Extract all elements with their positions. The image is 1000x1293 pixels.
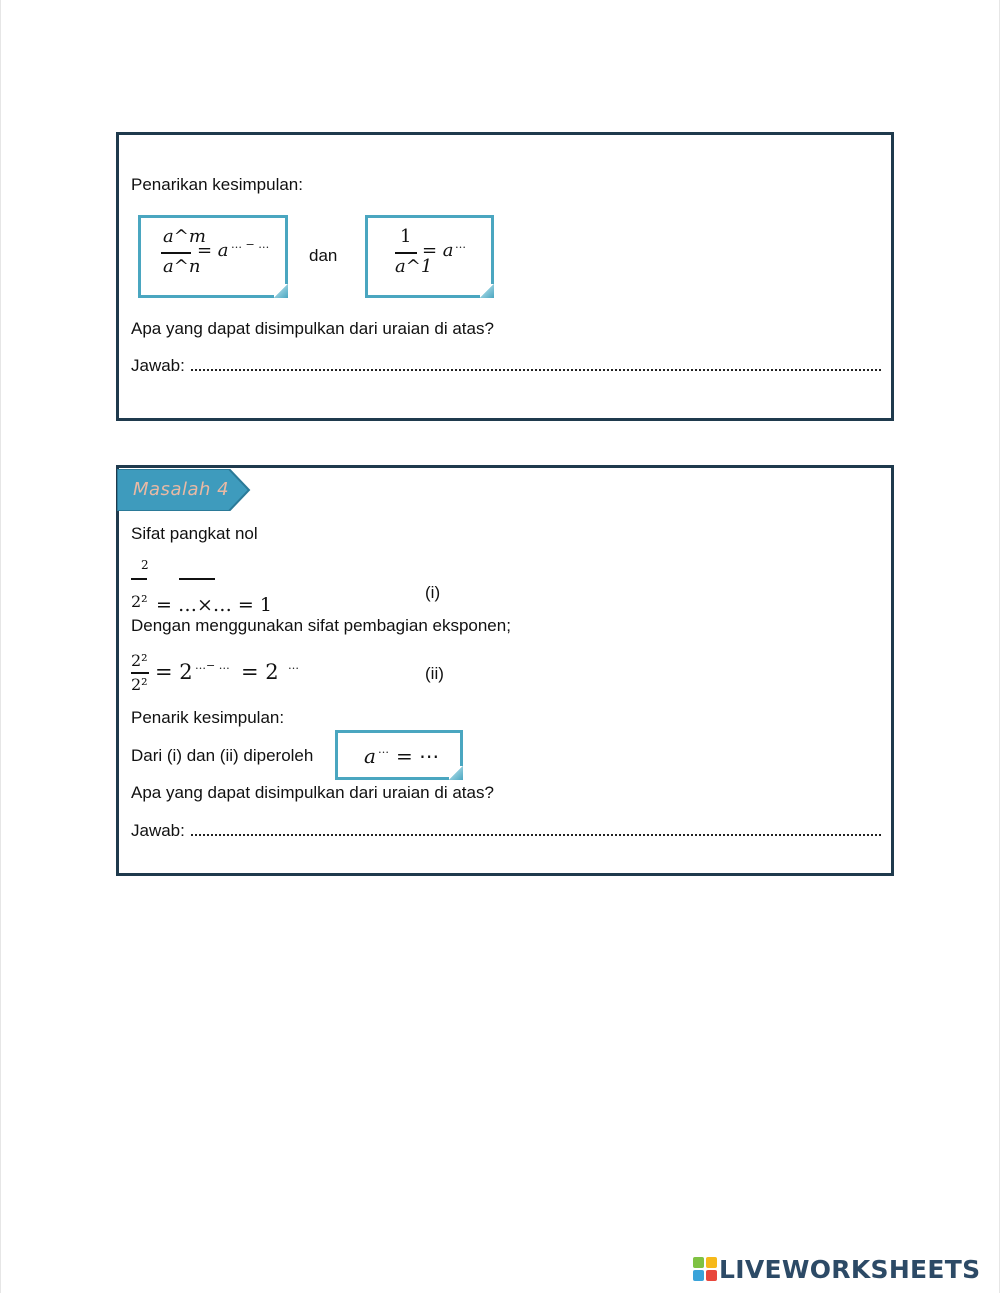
liveworksheets-logo[interactable] xyxy=(693,1254,980,1284)
panel1-heading: Penarikan kesimpulan: xyxy=(131,175,303,194)
formula-left-numerator: a^m xyxy=(163,226,206,247)
page-edge-left xyxy=(0,0,1,1293)
formula-box-quotient xyxy=(138,215,288,298)
result-exponent: … xyxy=(378,743,389,756)
eq2-expression: = 2 xyxy=(155,660,193,684)
result-base: a xyxy=(364,744,376,768)
formula-box-reciprocal xyxy=(365,215,494,298)
page-curl-icon xyxy=(274,284,288,298)
logo-tiles-icon xyxy=(693,1257,717,1281)
connector-dan: dan xyxy=(309,246,338,265)
panel2-answer-line[interactable] xyxy=(191,834,881,836)
eq2-exponent1: …− … xyxy=(195,659,230,672)
page-curl-icon xyxy=(449,766,463,780)
brand-name: LIVEWORKSHEETS xyxy=(719,1254,981,1284)
panel1-answer-line[interactable] xyxy=(191,369,881,371)
formula-right-exponent: … xyxy=(455,238,466,251)
formula-right-numerator: 1 xyxy=(400,226,412,247)
formula-left-denominator: a^n xyxy=(163,256,201,277)
formula-left-exponent: … − … xyxy=(231,238,270,251)
problem-tab-label: Masalah 4 xyxy=(133,479,230,500)
panel1-question: Apa yang dapat disimpulkan dari uraian di atas? xyxy=(131,319,494,338)
eq2-fraction-bar xyxy=(131,672,149,674)
eq1-small-numerator: 2 xyxy=(141,558,149,572)
eq1-expression: = …×… = 1 xyxy=(156,594,272,616)
formula-right-fraction-bar xyxy=(395,252,417,254)
panel2-heading: Sifat pangkat nol xyxy=(131,524,258,543)
problem-tab xyxy=(117,469,251,509)
eq1-fraction-bar-right xyxy=(179,578,215,580)
panel2-answer-label: Jawab: xyxy=(131,821,185,840)
eq2-denominator: 2² xyxy=(131,675,148,694)
eq2-tag: (ii) xyxy=(425,664,444,683)
eq1-fraction-bar-left xyxy=(131,578,147,580)
eq2-numerator: 2² xyxy=(131,651,148,670)
formula-left-result: = a xyxy=(197,240,229,261)
panel2-conclusion-heading: Penarik kesimpulan: xyxy=(131,708,285,727)
conclusion-panel-1 xyxy=(116,132,894,421)
formula-right-result: = a xyxy=(422,240,454,261)
panel2-question: Apa yang dapat disimpulkan dari uraian di atas? xyxy=(131,783,494,802)
formula-right-denominator: a^1 xyxy=(395,256,433,277)
page-curl-icon xyxy=(480,284,494,298)
derived-label: Dari (i) dan (ii) diperoleh xyxy=(131,746,314,765)
eq1-tag: (i) xyxy=(425,583,441,602)
problem-panel-4 xyxy=(116,465,894,876)
result-rhs: = ⋯ xyxy=(396,744,440,768)
eq2-middle: = 2 xyxy=(241,660,279,684)
eq1-denominator: 2² xyxy=(131,592,148,611)
eq2-exponent2: … xyxy=(288,659,299,672)
panel2-intro: Dengan menggunakan sifat pembagian eksponen; xyxy=(131,616,511,635)
result-box xyxy=(335,730,463,780)
panel1-answer-label: Jawab: xyxy=(131,356,185,375)
formula-left-fraction-bar xyxy=(161,252,191,254)
